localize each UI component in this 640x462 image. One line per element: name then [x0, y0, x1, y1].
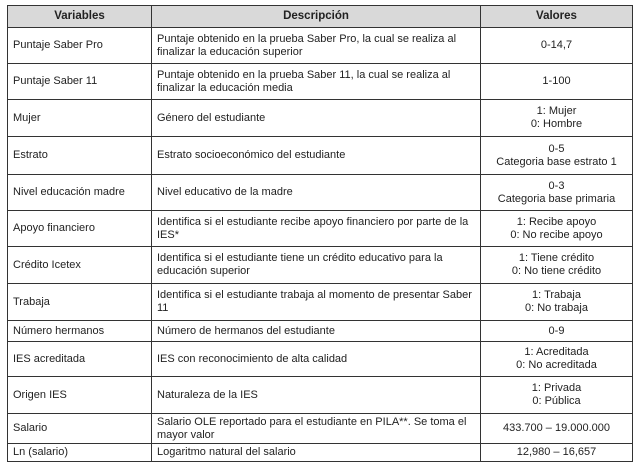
variable-cell: Ln (salario) — [8, 444, 152, 462]
description-cell: Identifica si el estudiante trabaja al momento de presentar Saber 11 — [152, 284, 481, 321]
variable-cell: Nivel educación madre — [8, 175, 152, 211]
value-line: Categoria base estrato 1 — [496, 155, 617, 168]
values-cell — [481, 342, 633, 377]
values-cell — [481, 211, 633, 247]
value-line: 1: Tiene crédito — [518, 252, 595, 264]
value-line: 0: No tiene crédito — [511, 265, 602, 277]
table-row — [8, 444, 633, 462]
description-cell: Número de hermanos del estudiante — [152, 321, 481, 342]
table-row — [8, 28, 633, 64]
variable-cell: Puntaje Saber Pro — [8, 28, 152, 64]
values-cell — [481, 64, 633, 100]
variable-cell: Puntaje Saber 11 — [8, 64, 152, 100]
values-cell — [481, 137, 633, 175]
values-cell — [481, 247, 633, 284]
value-line: 1: Recibe apoyo — [516, 215, 597, 228]
description-cell: Naturaleza de la IES — [152, 377, 481, 414]
value-line: 0-5 — [548, 142, 565, 155]
values-cell — [481, 284, 633, 321]
value-line: 12,980 – 16,657 — [516, 446, 597, 458]
variable-cell: Número hermanos — [8, 321, 152, 342]
table-row — [8, 175, 633, 211]
variables-table — [7, 5, 633, 462]
variable-cell: Apoyo financiero — [8, 211, 152, 247]
description-cell: Género del estudiante — [152, 100, 481, 137]
values-cell — [481, 175, 633, 211]
values-cell — [481, 28, 633, 64]
variable-cell: Salario — [8, 414, 152, 444]
values-cell — [481, 377, 633, 414]
table-row — [8, 414, 633, 444]
description-cell: Estrato socioeconómico del estudiante — [152, 137, 481, 175]
variable-cell: Crédito Icetex — [8, 247, 152, 284]
description-cell: Logaritmo natural del salario — [152, 444, 481, 462]
variable-cell: Mujer — [8, 100, 152, 137]
values-cell — [481, 444, 633, 462]
value-line: 0-14,7 — [540, 39, 573, 51]
description-cell: Nivel educativo de la madre — [152, 175, 481, 211]
table-row — [8, 100, 633, 137]
value-line: 1-100 — [542, 75, 571, 87]
value-line: Categoria base primaria — [497, 192, 616, 205]
values-cell — [481, 321, 633, 342]
value-line: 1: Mujer — [536, 105, 577, 117]
description-cell: Identifica si el estudiante recibe apoyo financiero por parte de la IES* — [152, 211, 481, 247]
table-row — [8, 342, 633, 377]
table-row — [8, 377, 633, 414]
value-line: 0: No recibe apoyo — [510, 228, 603, 241]
value-line: 0: No trabaja — [525, 302, 588, 314]
value-line: 0: No acreditada — [516, 359, 597, 371]
variable-cell: Origen IES — [8, 377, 152, 414]
table-row — [8, 137, 633, 175]
variable-cell: IES acreditada — [8, 342, 152, 377]
description-cell: IES con reconocimiento de alta calidad — [152, 342, 481, 377]
table-row — [8, 284, 633, 321]
value-line: 1: Privada — [531, 382, 582, 394]
value-line: 0: Pública — [532, 395, 581, 407]
table-row — [8, 247, 633, 284]
variable-cell: Trabaja — [8, 284, 152, 321]
header-variables: Variables — [8, 6, 152, 28]
values-cell — [481, 414, 633, 444]
values-cell — [481, 100, 633, 137]
description-cell: Identifica si el estudiante tiene un crédito educativo para la educación superior — [152, 247, 481, 284]
variable-cell: Estrato — [8, 137, 152, 175]
table-row — [8, 321, 633, 342]
description-cell: Puntaje obtenido en la prueba Saber 11, la cual se realiza al finalizar la educación media — [152, 64, 481, 100]
value-line: 1: Trabaja — [532, 289, 581, 301]
value-line: 1: Acreditada — [524, 346, 589, 358]
value-line: 0-3 — [548, 179, 565, 192]
description-cell: Puntaje obtenido en la prueba Saber Pro, la cual se realiza al finalizar la educación superior — [152, 28, 481, 64]
table-row — [8, 64, 633, 100]
header-valores: Valores — [481, 6, 633, 28]
value-line: 433.700 – 19.000.000 — [502, 422, 611, 434]
table-header-row — [8, 6, 633, 28]
description-cell: Salario OLE reportado para el estudiante en PILA**. Se toma el mayor valor — [152, 414, 481, 444]
table-row — [8, 211, 633, 247]
value-line: 0-9 — [548, 324, 565, 337]
value-line: 0: Hombre — [530, 118, 583, 130]
header-descripcion: Descripción — [152, 6, 481, 28]
